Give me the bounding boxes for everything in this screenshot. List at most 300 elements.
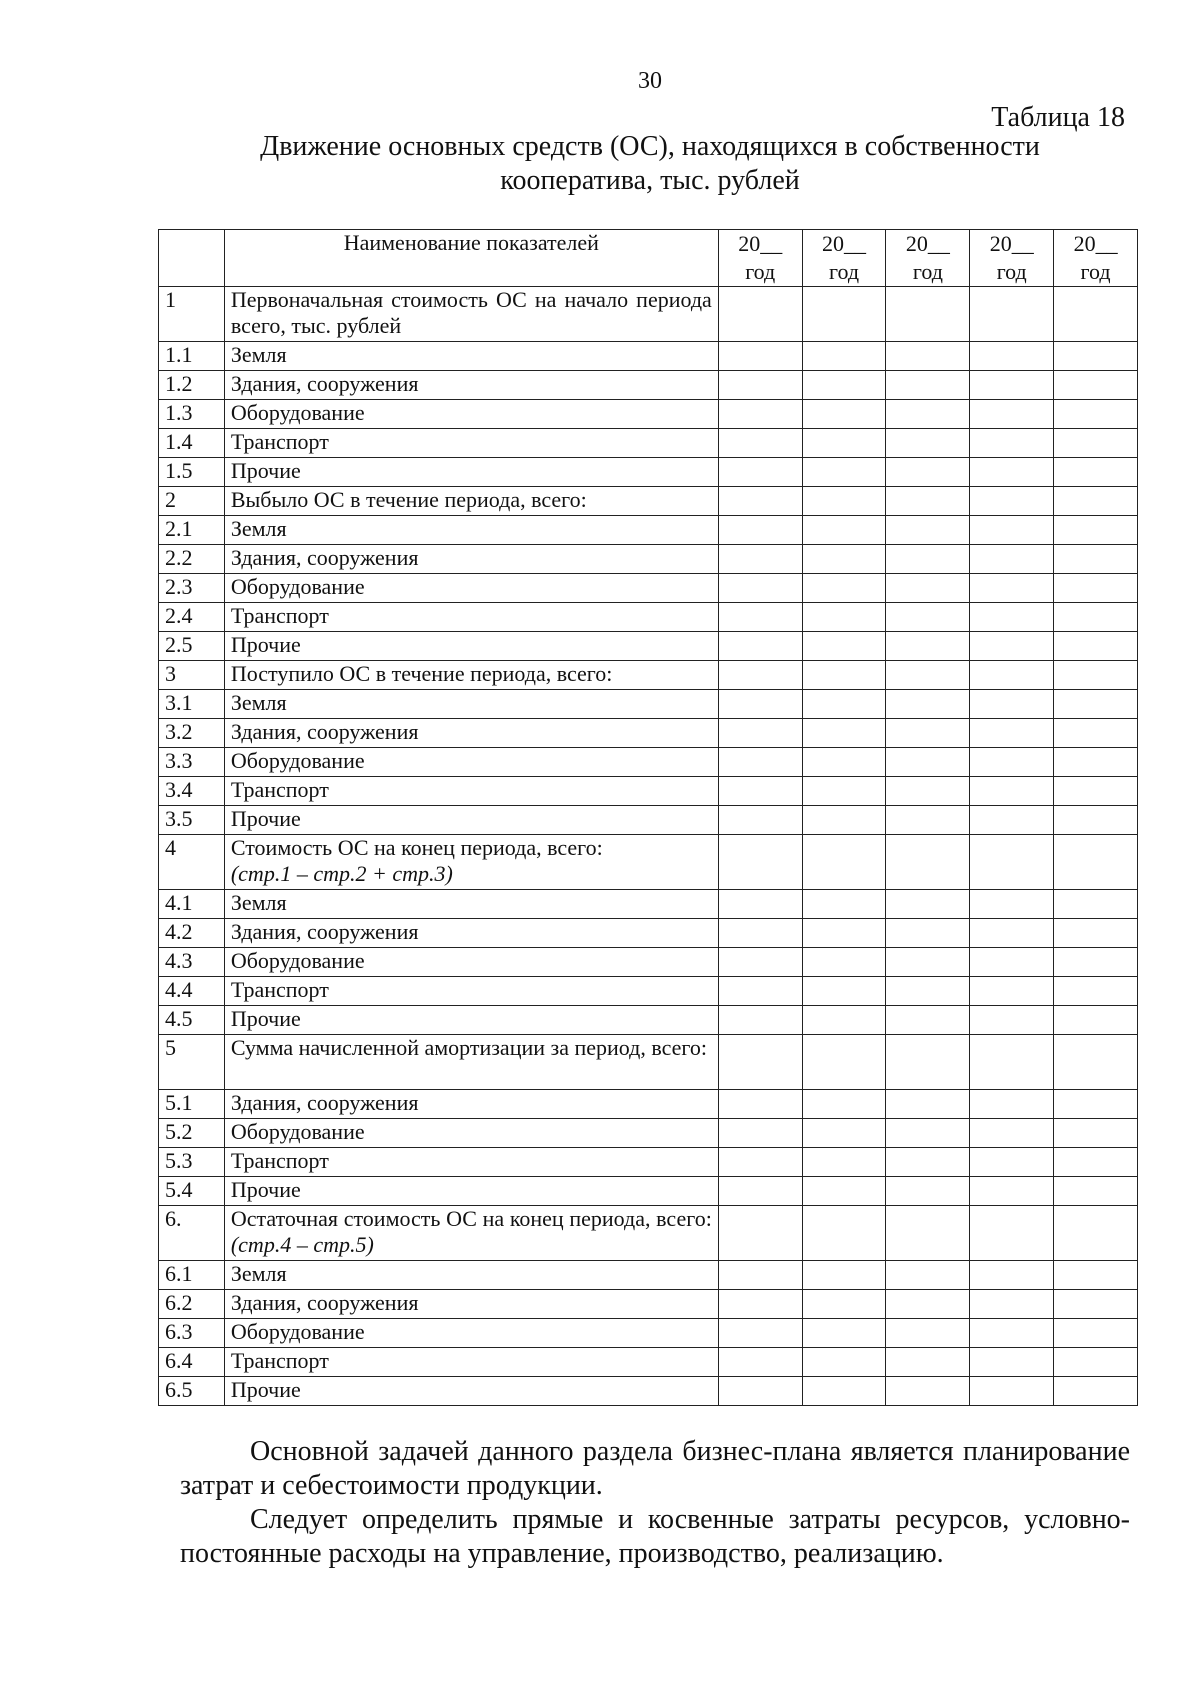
year-value-cell[interactable] — [886, 1206, 970, 1261]
row-name-cell — [224, 806, 718, 835]
table-row — [159, 487, 1138, 516]
year-value-cell[interactable] — [718, 1006, 802, 1035]
header-number-cell — [159, 230, 225, 287]
year-value-cell[interactable] — [886, 661, 970, 690]
year-value-cell[interactable] — [802, 545, 886, 574]
year-value-cell[interactable] — [802, 574, 886, 603]
row-name-cell — [224, 1119, 718, 1148]
year-value-cell[interactable] — [1054, 545, 1138, 574]
year-value-cell[interactable] — [970, 429, 1054, 458]
row-number-cell: 2.1 — [159, 516, 225, 545]
year-value-cell[interactable] — [802, 1206, 886, 1261]
year-value-cell[interactable] — [886, 458, 970, 487]
row-name-cell — [224, 287, 718, 342]
row-number-cell: 6.4 — [159, 1348, 225, 1377]
year-value-cell[interactable] — [1054, 977, 1138, 1006]
year-value-cell[interactable] — [970, 890, 1054, 919]
header-name-cell: Наименование показателей — [224, 230, 718, 287]
year-value-cell[interactable] — [886, 919, 970, 948]
row-name-text: Прочие — [230, 1377, 301, 1402]
year-value-cell[interactable] — [718, 919, 802, 948]
year-value-cell[interactable] — [1054, 748, 1138, 777]
row-name-cell — [224, 748, 718, 777]
year-value-cell[interactable] — [970, 632, 1054, 661]
year-value-cell[interactable] — [1054, 1177, 1138, 1206]
year-value-cell[interactable] — [802, 603, 886, 632]
year-value-cell[interactable] — [718, 1377, 802, 1406]
year-value-cell[interactable] — [886, 1119, 970, 1148]
year-value-cell[interactable] — [970, 719, 1054, 748]
year-value-cell[interactable] — [1054, 1348, 1138, 1377]
year-value-cell[interactable] — [886, 632, 970, 661]
row-name-cell — [224, 458, 718, 487]
year-value-cell[interactable] — [1054, 1206, 1138, 1261]
year-value-cell[interactable] — [802, 690, 886, 719]
year-value-cell[interactable] — [970, 835, 1054, 890]
year-value-cell[interactable] — [802, 1377, 886, 1406]
row-number-cell: 4.3 — [159, 948, 225, 977]
year-value-cell[interactable] — [970, 545, 1054, 574]
year-value-cell[interactable] — [1054, 1035, 1138, 1090]
row-name-cell — [224, 342, 718, 371]
row-name-cell — [224, 890, 718, 919]
year-value-cell[interactable] — [802, 287, 886, 342]
row-number-cell: 4.5 — [159, 1006, 225, 1035]
table-row — [159, 458, 1138, 487]
year-value-cell[interactable] — [1054, 516, 1138, 545]
year-value-cell[interactable] — [802, 516, 886, 545]
row-name-cell — [224, 948, 718, 977]
table-row — [159, 1148, 1138, 1177]
year-value-cell[interactable] — [1054, 661, 1138, 690]
row-name-text: Земля — [230, 342, 287, 367]
year-value-cell[interactable] — [970, 1177, 1054, 1206]
year-value-cell[interactable] — [886, 719, 970, 748]
year-value-cell[interactable] — [970, 919, 1054, 948]
row-name-text: Оборудование — [230, 948, 365, 973]
row-name-cell — [224, 1290, 718, 1319]
title-line-1: Движение основных средств (ОС), находящихся в собственности — [260, 131, 1040, 162]
year-value-cell[interactable] — [718, 1290, 802, 1319]
row-name-text: Транспорт — [230, 1348, 329, 1373]
table-row — [159, 835, 1138, 890]
year-value-cell[interactable] — [802, 1119, 886, 1148]
year-value-cell[interactable] — [1054, 835, 1138, 890]
year-value-cell[interactable] — [1054, 371, 1138, 400]
table-row — [159, 1348, 1138, 1377]
row-name-cell — [224, 516, 718, 545]
year-value-cell[interactable] — [802, 777, 886, 806]
year-label: 20__ — [822, 231, 867, 256]
row-name-text: Прочие — [230, 1177, 301, 1202]
year-value-cell[interactable] — [1054, 632, 1138, 661]
year-value-cell[interactable] — [718, 777, 802, 806]
year-value-cell[interactable] — [718, 287, 802, 342]
table-row — [159, 574, 1138, 603]
year-value-cell[interactable] — [1054, 1290, 1138, 1319]
year-value-cell[interactable] — [718, 1177, 802, 1206]
year-value-cell[interactable] — [1054, 1119, 1138, 1148]
year-value-cell[interactable] — [886, 371, 970, 400]
year-value-cell[interactable] — [718, 603, 802, 632]
year-value-cell[interactable] — [1054, 1148, 1138, 1177]
year-value-cell[interactable] — [970, 342, 1054, 371]
year-value-cell[interactable] — [886, 835, 970, 890]
row-name-text: Сумма начисленной амортизации за период, всего: — [230, 1035, 707, 1060]
year-value-cell[interactable] — [970, 1290, 1054, 1319]
year-value-cell[interactable] — [718, 1261, 802, 1290]
row-name-text: Прочие — [230, 632, 301, 657]
year-value-cell[interactable] — [970, 400, 1054, 429]
header-year-cell — [886, 230, 970, 287]
year-value-cell[interactable] — [718, 1035, 802, 1090]
year-value-cell[interactable] — [718, 487, 802, 516]
year-value-cell[interactable] — [718, 400, 802, 429]
year-value-cell[interactable] — [886, 1348, 970, 1377]
year-value-cell[interactable] — [1054, 719, 1138, 748]
row-name-cell — [224, 1177, 718, 1206]
year-value-cell[interactable] — [886, 574, 970, 603]
row-number-cell: 4.1 — [159, 890, 225, 919]
table-row — [159, 1261, 1138, 1290]
year-value-cell[interactable] — [802, 1348, 886, 1377]
row-name-text: Здания, сооружения — [230, 371, 419, 396]
year-value-cell[interactable] — [970, 516, 1054, 545]
year-value-cell[interactable] — [970, 487, 1054, 516]
year-value-cell[interactable] — [970, 1006, 1054, 1035]
year-value-cell[interactable] — [970, 1348, 1054, 1377]
year-value-cell[interactable] — [718, 1119, 802, 1148]
year-value-cell[interactable] — [718, 545, 802, 574]
year-value-cell[interactable] — [1054, 342, 1138, 371]
year-value-cell[interactable] — [802, 1035, 886, 1090]
row-name-text: Выбыло ОС в течение периода, всего: — [230, 487, 587, 512]
table-row — [159, 748, 1138, 777]
row-name-text: Транспорт — [230, 603, 329, 628]
header-year-cell — [718, 230, 802, 287]
table-row — [159, 287, 1138, 342]
year-value-cell[interactable] — [970, 287, 1054, 342]
year-value-cell[interactable] — [718, 977, 802, 1006]
year-value-cell[interactable] — [886, 1290, 970, 1319]
year-value-cell[interactable] — [1054, 574, 1138, 603]
year-value-cell[interactable] — [802, 342, 886, 371]
row-name-cell — [224, 1261, 718, 1290]
row-name-cell — [224, 835, 718, 890]
table-row — [159, 1119, 1138, 1148]
year-value-cell[interactable] — [718, 371, 802, 400]
year-suffix: год — [996, 259, 1027, 284]
year-value-cell[interactable] — [802, 1177, 886, 1206]
row-name-text: Земля — [230, 890, 287, 915]
row-name-cell — [224, 1377, 718, 1406]
year-value-cell[interactable] — [718, 574, 802, 603]
row-number-cell: 1.3 — [159, 400, 225, 429]
year-value-cell[interactable] — [802, 1319, 886, 1348]
year-value-cell[interactable] — [802, 835, 886, 890]
row-number-cell: 1 — [159, 287, 225, 342]
year-value-cell[interactable] — [886, 1148, 970, 1177]
year-value-cell[interactable] — [802, 1148, 886, 1177]
row-number-cell: 3 — [159, 661, 225, 690]
row-name-cell — [224, 603, 718, 632]
table-row — [159, 806, 1138, 835]
header-year-cell — [1054, 230, 1138, 287]
row-name-cell — [224, 1148, 718, 1177]
year-value-cell[interactable] — [1054, 777, 1138, 806]
year-value-cell[interactable] — [1054, 948, 1138, 977]
row-formula-text: (стр.4 – стр.5) — [230, 1232, 374, 1257]
year-value-cell[interactable] — [718, 1148, 802, 1177]
year-value-cell[interactable] — [886, 948, 970, 977]
paragraph-2: Следует определить прямые и косвенные затраты ресурсов, условно-постоянные расходы на управление, производство, реализацию. — [180, 1504, 1130, 1569]
row-name-cell — [224, 919, 718, 948]
year-value-cell[interactable] — [802, 748, 886, 777]
table-row — [159, 632, 1138, 661]
year-value-cell[interactable] — [718, 806, 802, 835]
year-value-cell[interactable] — [970, 806, 1054, 835]
year-value-cell[interactable] — [970, 690, 1054, 719]
year-value-cell[interactable] — [886, 516, 970, 545]
year-value-cell[interactable] — [970, 574, 1054, 603]
year-value-cell[interactable] — [886, 487, 970, 516]
year-value-cell[interactable] — [970, 661, 1054, 690]
table-row — [159, 1377, 1138, 1406]
year-value-cell[interactable] — [718, 948, 802, 977]
year-value-cell[interactable] — [886, 603, 970, 632]
year-value-cell[interactable] — [718, 458, 802, 487]
year-value-cell[interactable] — [886, 287, 970, 342]
table-row — [159, 719, 1138, 748]
year-value-cell[interactable] — [970, 458, 1054, 487]
year-value-cell[interactable] — [718, 661, 802, 690]
year-value-cell[interactable] — [1054, 919, 1138, 948]
year-value-cell[interactable] — [970, 1319, 1054, 1348]
row-name-cell — [224, 400, 718, 429]
year-value-cell[interactable] — [718, 1090, 802, 1119]
year-value-cell[interactable] — [802, 890, 886, 919]
row-name-cell — [224, 977, 718, 1006]
table-row — [159, 342, 1138, 371]
year-value-cell[interactable] — [718, 890, 802, 919]
row-name-cell — [224, 661, 718, 690]
year-suffix: год — [829, 259, 860, 284]
year-value-cell[interactable] — [1054, 1377, 1138, 1406]
row-name-text: Прочие — [230, 458, 301, 483]
year-value-cell[interactable] — [1054, 806, 1138, 835]
year-value-cell[interactable] — [886, 806, 970, 835]
row-name-text: Первоначальная стоимость ОС на начало периода всего, тыс. рублей — [230, 287, 712, 338]
year-value-cell[interactable] — [802, 429, 886, 458]
year-value-cell[interactable] — [970, 1119, 1054, 1148]
row-number-cell: 1.4 — [159, 429, 225, 458]
year-suffix: год — [745, 259, 776, 284]
row-name-cell — [224, 1035, 718, 1090]
year-value-cell[interactable] — [718, 1348, 802, 1377]
table-label: Таблица 18 — [991, 102, 1125, 133]
table-row — [159, 1177, 1138, 1206]
year-value-cell[interactable] — [970, 1148, 1054, 1177]
year-value-cell[interactable] — [1054, 1006, 1138, 1035]
year-value-cell[interactable] — [970, 748, 1054, 777]
table-body — [159, 287, 1138, 1406]
row-number-cell: 4.2 — [159, 919, 225, 948]
year-value-cell[interactable] — [802, 400, 886, 429]
table-row — [159, 516, 1138, 545]
year-value-cell[interactable] — [886, 1319, 970, 1348]
year-value-cell[interactable] — [970, 371, 1054, 400]
year-value-cell[interactable] — [970, 1206, 1054, 1261]
year-value-cell[interactable] — [802, 1290, 886, 1319]
year-value-cell[interactable] — [970, 777, 1054, 806]
year-value-cell[interactable] — [1054, 690, 1138, 719]
year-value-cell[interactable] — [802, 719, 886, 748]
year-value-cell[interactable] — [802, 977, 886, 1006]
row-name-cell — [224, 1006, 718, 1035]
year-label: 20__ — [738, 231, 783, 256]
year-value-cell[interactable] — [886, 400, 970, 429]
row-name-cell — [224, 1090, 718, 1119]
row-number-cell: 6.1 — [159, 1261, 225, 1290]
row-number-cell: 4.4 — [159, 977, 225, 1006]
year-value-cell[interactable] — [718, 632, 802, 661]
year-value-cell[interactable] — [718, 1319, 802, 1348]
year-value-cell[interactable] — [802, 948, 886, 977]
year-value-cell[interactable] — [970, 1090, 1054, 1119]
year-value-cell[interactable] — [1054, 458, 1138, 487]
year-value-cell[interactable] — [802, 371, 886, 400]
year-value-cell[interactable] — [886, 429, 970, 458]
row-name-text: Транспорт — [230, 1148, 329, 1173]
row-name-text: Земля — [230, 516, 287, 541]
year-value-cell[interactable] — [970, 1035, 1054, 1090]
year-value-cell[interactable] — [886, 1261, 970, 1290]
table-row — [159, 1319, 1138, 1348]
row-name-cell — [224, 690, 718, 719]
row-name-text: Здания, сооружения — [230, 1290, 419, 1315]
year-value-cell[interactable] — [802, 458, 886, 487]
row-name-text: Земля — [230, 1261, 287, 1286]
year-value-cell[interactable] — [1054, 1261, 1138, 1290]
row-name-text: Транспорт — [230, 777, 329, 802]
year-value-cell[interactable] — [1054, 429, 1138, 458]
table-header-row — [159, 230, 1138, 287]
year-value-cell[interactable] — [802, 1261, 886, 1290]
year-suffix: год — [912, 259, 943, 284]
year-value-cell[interactable] — [802, 661, 886, 690]
row-name-text: Здания, сооружения — [230, 919, 419, 944]
document-title — [200, 130, 1100, 198]
year-value-cell[interactable] — [1054, 1319, 1138, 1348]
year-value-cell[interactable] — [970, 1261, 1054, 1290]
year-value-cell[interactable] — [1054, 1090, 1138, 1119]
year-value-cell[interactable] — [886, 1035, 970, 1090]
year-value-cell[interactable] — [718, 516, 802, 545]
table-row — [159, 1290, 1138, 1319]
year-value-cell[interactable] — [718, 342, 802, 371]
year-value-cell[interactable] — [886, 1006, 970, 1035]
year-label: 20__ — [1073, 231, 1118, 256]
year-value-cell[interactable] — [970, 1377, 1054, 1406]
year-value-cell[interactable] — [886, 545, 970, 574]
row-name-cell — [224, 1206, 718, 1261]
year-value-cell[interactable] — [886, 690, 970, 719]
year-value-cell[interactable] — [802, 806, 886, 835]
year-value-cell[interactable] — [802, 1090, 886, 1119]
year-value-cell[interactable] — [886, 1377, 970, 1406]
header-year-cell — [802, 230, 886, 287]
row-name-text: Здания, сооружения — [230, 719, 419, 744]
year-value-cell[interactable] — [886, 890, 970, 919]
row-number-cell: 5.2 — [159, 1119, 225, 1148]
year-value-cell[interactable] — [718, 1206, 802, 1261]
row-number-cell: 3.4 — [159, 777, 225, 806]
year-value-cell[interactable] — [1054, 287, 1138, 342]
row-name-text: Прочие — [230, 806, 301, 831]
table-row — [159, 545, 1138, 574]
row-name-text: Транспорт — [230, 977, 329, 1002]
row-number-cell: 5.1 — [159, 1090, 225, 1119]
year-value-cell[interactable] — [970, 977, 1054, 1006]
year-value-cell[interactable] — [718, 748, 802, 777]
row-name-cell — [224, 632, 718, 661]
row-number-cell: 2.2 — [159, 545, 225, 574]
year-value-cell[interactable] — [802, 632, 886, 661]
row-name-text: Оборудование — [230, 574, 365, 599]
row-number-cell: 6.5 — [159, 1377, 225, 1406]
year-value-cell[interactable] — [718, 429, 802, 458]
row-number-cell: 5 — [159, 1035, 225, 1090]
table-row — [159, 1090, 1138, 1119]
title-line-2: кооператива, тыс. рублей — [500, 165, 800, 196]
year-value-cell[interactable] — [886, 1177, 970, 1206]
row-number-cell: 1.5 — [159, 458, 225, 487]
year-value-cell[interactable] — [802, 1006, 886, 1035]
year-value-cell[interactable] — [718, 690, 802, 719]
year-value-cell[interactable] — [886, 748, 970, 777]
year-value-cell[interactable] — [1054, 890, 1138, 919]
year-value-cell[interactable] — [718, 835, 802, 890]
year-value-cell[interactable] — [886, 342, 970, 371]
row-name-text: Стоимость ОС на конец периода, всего: — [230, 835, 603, 860]
row-name-text: Транспорт — [230, 429, 329, 454]
row-number-cell: 4 — [159, 835, 225, 890]
year-value-cell[interactable] — [886, 777, 970, 806]
year-value-cell[interactable] — [718, 719, 802, 748]
year-value-cell[interactable] — [1054, 400, 1138, 429]
year-value-cell[interactable] — [970, 948, 1054, 977]
row-number-cell: 6. — [159, 1206, 225, 1261]
year-suffix: год — [1080, 259, 1111, 284]
table-row — [159, 661, 1138, 690]
year-value-cell[interactable] — [886, 977, 970, 1006]
fixed-assets-table — [158, 229, 1138, 1406]
table-row — [159, 1035, 1138, 1090]
paragraph-1: Основной задачей данного раздела бизнес-плана является планирование затрат и себестоимости продукции. — [180, 1436, 1130, 1501]
row-name-cell — [224, 1319, 718, 1348]
year-value-cell[interactable] — [1054, 487, 1138, 516]
year-value-cell[interactable] — [1054, 603, 1138, 632]
year-value-cell[interactable] — [802, 919, 886, 948]
year-value-cell[interactable] — [802, 487, 886, 516]
row-name-cell — [224, 719, 718, 748]
row-name-cell — [224, 777, 718, 806]
row-name-cell — [224, 574, 718, 603]
header-year-cell — [970, 230, 1054, 287]
year-value-cell[interactable] — [886, 1090, 970, 1119]
year-value-cell[interactable] — [970, 603, 1054, 632]
year-label: 20__ — [905, 231, 950, 256]
